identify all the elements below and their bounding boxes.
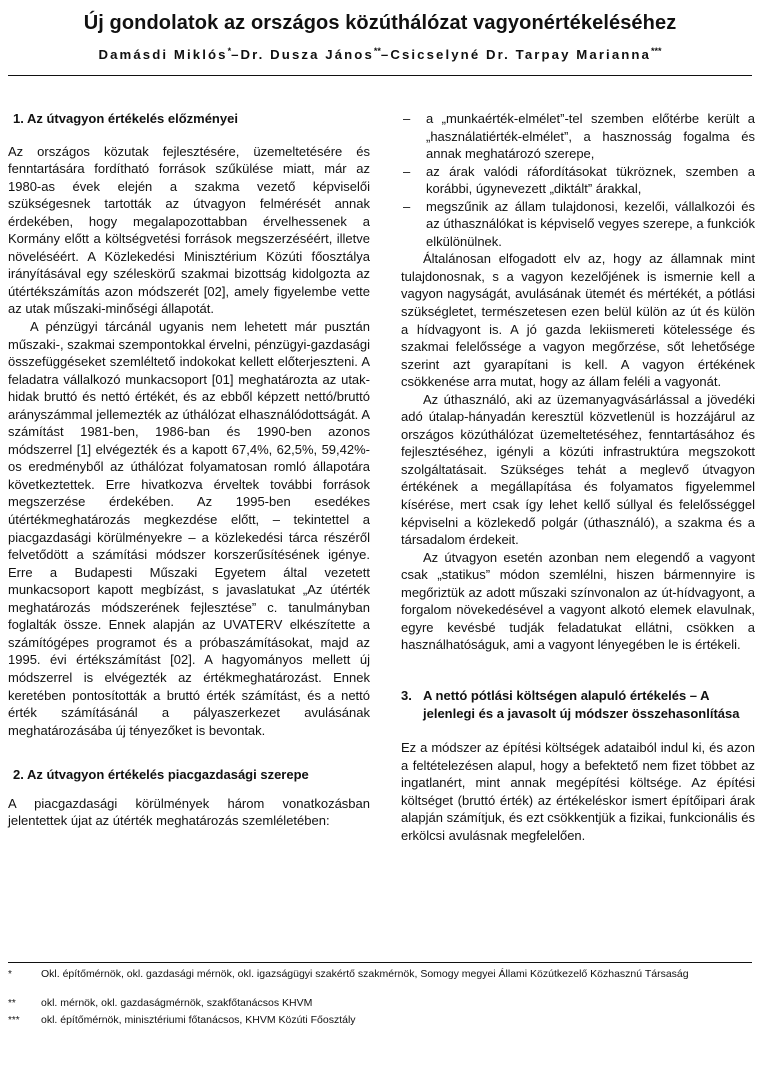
section-2-paragraph-3: Az úthasználó, aki az üzemanyagvásárlással a jövedéki adó útalap-hányadán keresztül közvetlenül is hozzájárul az országos közúthálózat üzemeltetéséhez, fenntartásához és fejlesztéséhez, igényli a közúti infrastruktúra megszokott szolgáltatásait. Szükséges tehát a meglevő útvagyon értékének a megállapítása és folyamatos figyelemmel kísérése, mert csak így lehet kellő súllyal és felelősséggel képviselni a közlekedő polgár (úthasználó), a szakma és a társadalom érdekeit. [401, 391, 755, 548]
footnote-marker-3: *** [651, 46, 662, 56]
section-1-heading: 1. Az útvagyon értékelés előzményei [13, 111, 238, 126]
section-1-paragraph-2: A pénzügyi tárcánál ugyanis nem lehetett már pusztán műszaki-, szakmai szempontokkal érvelni, pénzügyi-gazdasági összefüggéseket szemléltető indokokat kellett előterjeszteni. A feladatra vállalkozó munkacsoport [01] meghatározta az utak-hidak bruttó és nettó értékét, és az ebből képzett nettó/bruttó arányszámmal jellemezték az úthálózat elhasználódottságát. A számítást 1981-ben, 1986-ban és 1990-ben azonos módszerrel [1] elvégezték és a kapott 67,4%, 62,5%, 59,42%-os eredményből az úthálózat folyamatosan romló állapotára következtettek. Erre hivatkozva érveltek további források megszerzése érdekében. Az 1995-ben esedékes útértékmeghatározás megkezdése előtt, – tekintettel a piacgazdasági körülményekre – a közlekedési tárca részéről felvetődött a számítási módszer korszerűsítésének igénye. Erre a Budapesti Műszaki Egyetem által vezetett munkacsoport kapott megbízást, s javaslatukat „Az útérték meghatározás módszerének fejlesztése” c. tanulmányban foglalták össze. Ennek alapján az UVATERV elkészítette a számítógépes programot és a próbaszámításokat, majd az 1995. évi értékszámítást [02]. A hagyományos mellett új módszerrel is elvégezték az értékmeghatározást. Ennek keretében pontosították a bruttó érték számítást, és a nettó érték számításánál a pályaszerkezet avulásának meghatározásába új tényezőket is bevontak. [8, 319, 370, 738]
author-2: –Dr. Dusza János [231, 47, 374, 62]
section-2-paragraph-4: Az útvagyon esetén azonban nem elegendő a vagyont csak „statikus” módon szemlélni, hiszen bármennyire is megőriztük az adott műszaki színvonalon az út-hídvagyont, a forgalom növekedésével a vagyont alkotó elemek elavulnak, egyre kevésbé tudják feladatukat ellátni, csökken a használhatóságuk, ami a vagyont lényegében le is értékeli. [401, 549, 755, 653]
footnote-mark: ** [8, 998, 16, 1009]
list-item-text: az árak valódi ráfordításokat tükröznek, szemben a korábbi, úgynevezett „diktált” árakkal, [426, 163, 755, 197]
section-2-heading: 2. Az útvagyon értékelés piacgazdasági szerepe [13, 767, 309, 783]
footnote-3 [8, 1014, 756, 1027]
list-item [401, 198, 755, 251]
author-line [0, 46, 760, 62]
left-column [8, 110, 370, 830]
dash-marker: – [403, 111, 411, 126]
footnote-text: Okl. építőmérnök, okl. gazdasági mérnök, okl. igazságügyi szakértő szakmérnök, Somogy megyei Állami Közútkezelő Közhasznú Társaság [41, 968, 689, 980]
section-3-heading [401, 687, 755, 722]
section-3-title: A nettó pótlási költségen alapuló értékelés – A jelenlegi és a javasolt új módszer összehasonlítása [423, 687, 740, 721]
section-2-paragraph-1: A piacgazdasági körülmények három vonatkozásban jelentettek újat az útérték meghatározás szemléletében: [8, 795, 370, 829]
section-3-number: 3. [401, 687, 412, 703]
section-3-paragraph-1: Ez a módszer az építési költségek adataiból indul ki, és azon a feltételezésen alapul, hogy a befektető nem fizet többet az ingatlanért, mint annak megépítési költsége. Az építési költséget (bruttó érték) az értékeléskor ismert építőipari árak alapján számítjuk, és ezt csökkentjük a fizikai, funkcionális és erkölcsi avulásnak megfelelően. [401, 740, 755, 843]
footnote-mark: *** [8, 1015, 20, 1026]
footnote-marker-1: * [227, 46, 232, 56]
footnote-divider [8, 962, 752, 963]
section-2-paragraph-2: Általánosan elfogadott elv az, hogy az államnak mint tulajdonosnak, s a vagyon kezelőjének is ismernie kell a vagyon nagyságát, avulásának ütemét és mértékét, a pótlási szükségletet, természetesen ezen belül külön az út és külön a hídvagyont is. A jó gazda lekiismereti kötelessége és szakmai felelőssége a vagyon megőrzése, sőt lehetősége szerint azt gyarapítani is kell. A vagyon értékének csökkenése arra mutat, hogy az állam feléli a vagyonát. [401, 251, 755, 390]
footnote-2 [8, 997, 756, 1010]
footnote-text: okl. építőmérnök, minisztériumi főtanácsos, KHVM Közúti Főosztály [41, 1014, 356, 1026]
list-item [401, 163, 755, 198]
author-1: Damásdi Miklós [98, 47, 228, 62]
footnote-text: okl. mérnök, okl. gazdaságmérnök, szakfőtanácsos KHVM [41, 997, 313, 1009]
dash-marker: – [403, 163, 411, 179]
section-1-paragraph-1: Az országos közutak fejlesztésére, üzemeltetésére és fenntartására fordítható források szűkülése miatt, már az 1980-as évek elején a szakma vezető képviselői szükségesnek tartották az útvagyon felmérését annak érdekében, hogy megalapozottabban érvelhessenek a Kormány előtt a költségvetési források megszerzéséért, illetve növeléséért. A Közlekedési Minisztérium Közúti főosztálya irányításával egy széleskörű szakmai bizottság kidolgozta az útértékszámítás azon módszerét [02], amely figyelembe vette az utak műszaki-minőségi állapotát. [8, 143, 370, 317]
right-column [401, 110, 755, 844]
footnote-1 [8, 968, 756, 981]
list-item-text: megszűnik az állam tulajdonosi, kezelői, vállalkozói és az úthasználókat is képviselő vegyes szerepe, a funkciók elkülönülnek. [426, 198, 755, 249]
article-title: Új gondolatok az országos közúthálózat vagyonértékeléséhez [83, 12, 677, 34]
dash-marker: – [403, 198, 411, 214]
list-item-text: a „munkaérték-elmélet”-tel szemben előtérbe került a „használatiérték-elmélet”, a hasznosság fogalma és annak meghatározó szerepe, [426, 111, 755, 162]
footnote-mark: * [8, 969, 12, 980]
author-3: –Csicselyné Dr. Tarpay Marianna [380, 47, 651, 62]
dash-list [401, 110, 755, 250]
footnote-marker-2: ** [373, 46, 381, 56]
list-item [401, 110, 755, 163]
header-divider [8, 75, 752, 76]
